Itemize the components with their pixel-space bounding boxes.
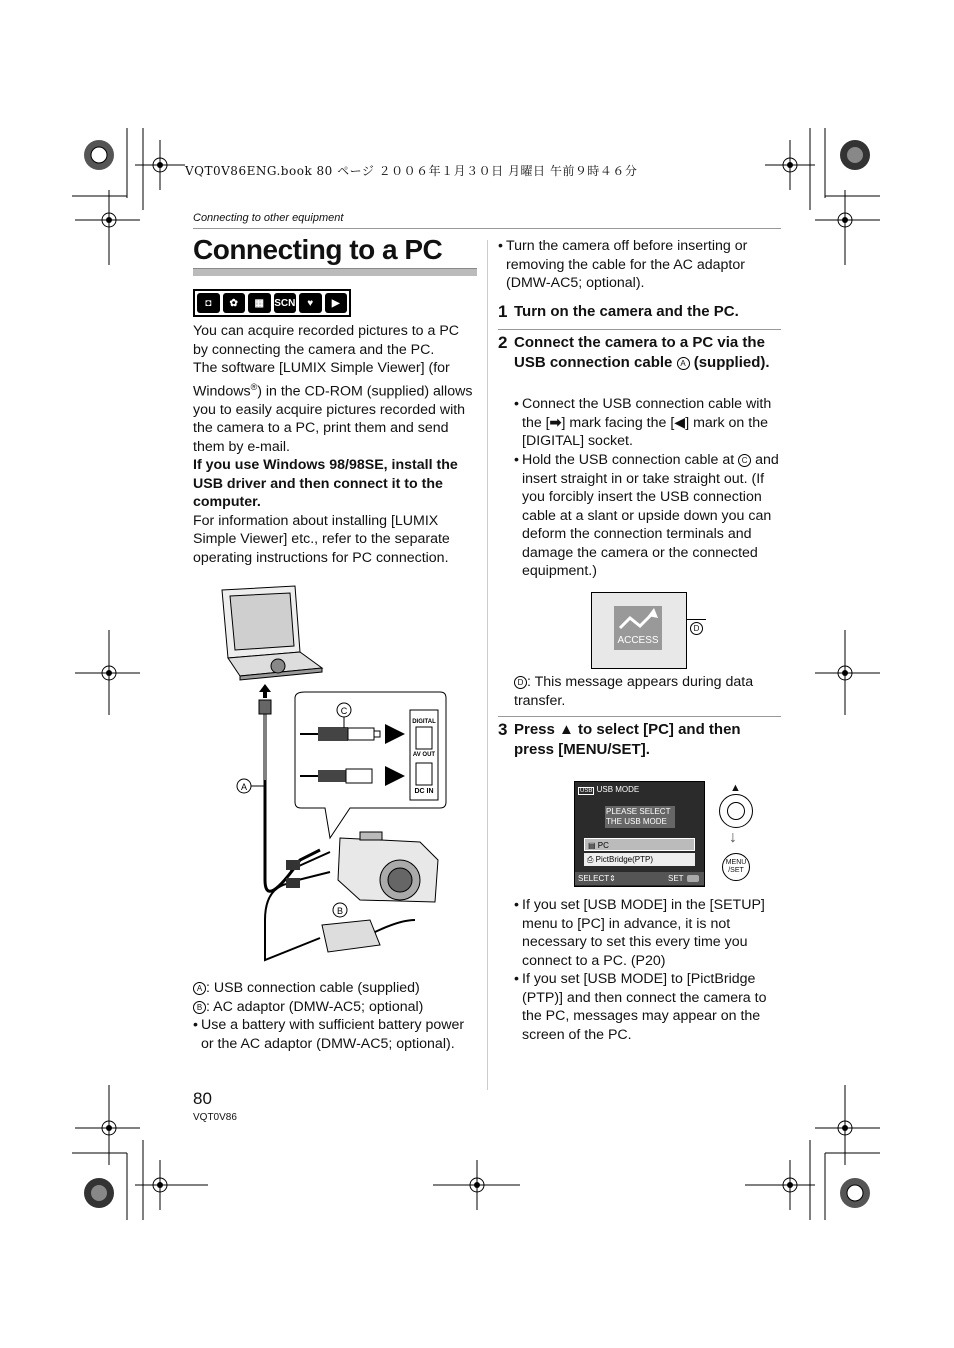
legend-a-text: : USB connection cable (supplied) <box>206 980 420 996</box>
access-label: ACCESS <box>617 635 659 646</box>
port-digital-label: DIGITAL <box>412 719 436 725</box>
label-b: B <box>336 906 344 916</box>
d-note <box>514 673 781 710</box>
step-1-rule <box>498 329 781 330</box>
d-marker <box>690 619 703 637</box>
usb-select: SELECT⇕ <box>578 874 616 883</box>
doc-code: VQT0V86 <box>193 1112 237 1123</box>
cursor-pad-icon[interactable] <box>719 794 753 828</box>
legend <box>193 979 477 1016</box>
triangle-left-icon: ◀ <box>674 414 686 431</box>
menu-set-button[interactable]: MENU /SET <box>722 853 750 881</box>
step-3-bullet-2: • If you set [USB MODE] to [PictBridge (PTP)] and then connect the camera to the PC, messages may appear on the screen of the PC. <box>514 970 781 1044</box>
legend-a <box>193 979 477 998</box>
usb-set-label: SET <box>668 874 684 883</box>
connection-diagram <box>210 580 455 970</box>
usb-mode-screen <box>574 781 705 887</box>
intro-paragraph-1: You can acquire recorded pictures to a PC by connecting the camera and the PC. <box>193 323 460 358</box>
intro-paragraph-2 <box>193 359 477 456</box>
access-icon <box>614 606 662 650</box>
step-2-letter: A <box>677 357 690 370</box>
registered-mark: ® <box>250 381 258 392</box>
usb-option-pictbridge-label: PictBridge(PTP) <box>595 855 653 864</box>
step-2-text-b: (supplied). <box>693 354 770 371</box>
print-info: VQT0V86ENG.book 80 ページ ２００６年１月３０日 月曜日 午前９時４６分 <box>185 164 638 178</box>
s2-b2-a: Hold the USB connection cable at <box>522 452 735 468</box>
access-screen <box>591 592 687 669</box>
label-c: C <box>340 706 348 716</box>
usb-mode-header-text: USB MODE <box>596 785 640 794</box>
step-1-number: 1 <box>498 302 508 321</box>
diagram-svg <box>210 580 455 970</box>
page-title: Connecting to a PC <box>193 234 443 265</box>
s2-b1-a: Connect the USB connection cable with the [ <box>522 396 772 431</box>
s2-b2-letter: C <box>738 454 751 467</box>
arrow-mark-icon: ➡ <box>549 414 562 431</box>
step-3-bullet-1-text: If you set [USB MODE] in the [SETUP] menu to [PC] in advance, it is not necessary to set this every time you connect to a PC. (P20) <box>522 897 765 969</box>
step-3-text: Press ▲ to select [PC] and then press [MENU/SET]. <box>514 721 741 758</box>
d-note-letter: D <box>514 676 527 689</box>
step-2 <box>498 333 781 373</box>
play-icon: ▶ <box>325 293 348 313</box>
step-2-rule <box>498 716 781 717</box>
s2-b1-c: ] mark on the [DIGITAL] socket. <box>522 414 768 449</box>
d-marker-letter: D <box>690 622 703 635</box>
port-avout-label: AV OUT <box>412 752 436 758</box>
header-rule <box>193 228 781 229</box>
usb-prompt <box>605 806 675 828</box>
intro-paragraph-3: For information about installing [LUMIX Simple Viewer] etc., refer to the separate operating instructions for PC connection. <box>193 512 450 566</box>
legend-a-letter: A <box>193 982 206 995</box>
pc-icon: ▤ <box>588 841 596 850</box>
d-note-text: : This message appears during data transfer. <box>514 674 754 709</box>
step-2-bullet-1: • Connect the USB connection cable with the [➡] mark facing the [◀] mark on the [DIGITAL] socket. <box>514 395 781 451</box>
printer-icon: ⎙ <box>587 855 594 864</box>
cable-off-note-text: Turn the camera off before inserting or removing the cable for the AC adaptor (DMW-AC5; optional). <box>506 238 748 291</box>
step-3-bullet-1: • If you set [USB MODE] in the [SETUP] menu to [PC] in advance, it is not necessary to set this every time you connect to a PC. (P20) <box>514 896 781 970</box>
menu-set-mini-icon <box>687 875 699 882</box>
movie-icon: ▦ <box>248 293 271 313</box>
legend-b-letter: B <box>193 1001 206 1014</box>
step-2-number: 2 <box>498 333 508 352</box>
step-3-number: 3 <box>498 720 508 739</box>
page-number: 80 <box>193 1089 212 1108</box>
control-pad-graphic <box>717 782 757 882</box>
access-arrows-svg <box>614 606 662 636</box>
usb-prompt-1: PLEASE SELECT <box>606 807 671 816</box>
usb-option-pc[interactable] <box>584 838 695 851</box>
step-2-bullet-2: • Hold the USB connection cable at C and insert straight in or take straight out. (If you forcibly insert the USB connection cable at a slant or upside down you can deform the connection terminals and damage the camera or the connected equipment.) <box>514 451 781 581</box>
step-2-text <box>514 333 781 373</box>
down-arrow-icon: ↓ <box>729 829 737 846</box>
step-2-text-a: Connect the camera to a PC via the USB connection cable <box>514 334 765 371</box>
intro-p2-end: ) in the CD-ROM (supplied) allows you to easily acquire pictures recorded with the camera to a PC, print them and send them by e-mail. <box>193 383 473 455</box>
step-2-bullet-2-text <box>522 451 781 581</box>
mode-icon-strip <box>193 289 351 317</box>
usb-icon: USB <box>580 788 593 794</box>
step-1-text: Turn on the camera and the PC. <box>514 303 739 320</box>
usb-footer <box>575 872 704 885</box>
usb-option-pc-label: PC <box>597 841 609 850</box>
usb-option-pictbridge[interactable] <box>584 853 695 866</box>
usb-prompt-2: THE USB MODE <box>606 817 667 826</box>
cursor-pad-center <box>727 802 745 820</box>
step-3-bullet-2-text: If you set [USB MODE] to [PictBridge (PTP)] and then connect the camera to the PC, messages may appear on the screen of the PC. <box>522 971 767 1043</box>
battery-note: • Use a battery with sufficient battery power or the AC adaptor (DMW-AC5; optional). <box>193 1016 477 1053</box>
cable-off-note: • Turn the camera off before inserting or removing the cable for the AC adaptor (DMW-AC5; optional). <box>498 237 781 293</box>
running-header: Connecting to other equipment <box>193 212 344 224</box>
camera-icon: ◘ <box>197 293 220 313</box>
macro-icon: ✿ <box>223 293 246 313</box>
windows98-warning: If you use Windows 98/98SE, install the USB driver and then connect it to the computer. <box>193 457 458 511</box>
column-divider <box>487 240 488 1090</box>
up-triangle-icon: ▲ <box>730 782 741 794</box>
s2-b1-b: ] mark facing the [ <box>561 414 675 431</box>
intro-p2-start: The software [LUMIX Simple Viewer] (for Windows <box>193 360 450 400</box>
usb-mode-header <box>578 785 639 794</box>
scn-icon: SCN <box>274 293 297 313</box>
port-dcin-label: DC IN <box>414 788 434 795</box>
title-rule <box>193 268 477 276</box>
legend-b-text: : AC adaptor (DMW-AC5; optional) <box>206 998 424 1015</box>
label-a: A <box>240 782 248 792</box>
intro-text <box>193 322 477 567</box>
step-1 <box>498 302 781 322</box>
usb-select-label: SELECT <box>578 874 610 883</box>
heart-icon: ♥ <box>299 293 322 313</box>
battery-note-text: Use a battery with sufficient battery power or the AC adaptor (DMW-AC5; optional). <box>201 1017 465 1052</box>
step-3 <box>498 720 781 760</box>
s2-b2-b: and insert straight in or take straight out. (If you forcibly insert the USB connection cable at a slant or upside down you can deform the connection terminals and damage the camera or the connected equipment.) <box>522 452 779 579</box>
legend-b <box>193 998 477 1017</box>
step-2-bullet-1-text <box>522 395 781 451</box>
